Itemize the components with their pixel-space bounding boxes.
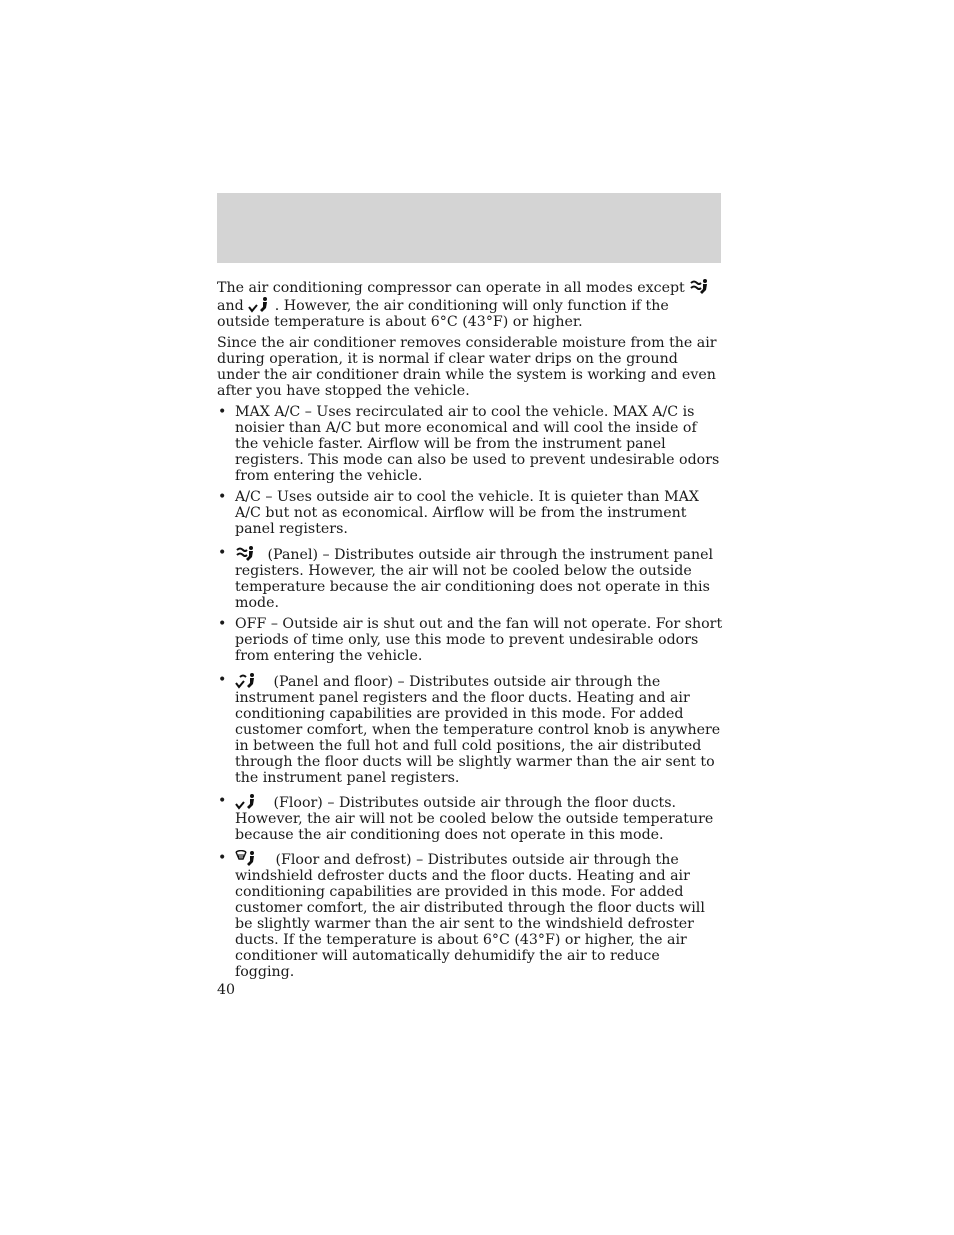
bullet: • — [218, 672, 227, 688]
intro-text-2: . However, the air conditioning will only function if the outside temperature is about 6°C (43°F) or higher. — [217, 298, 669, 330]
floor-vent-icon — [235, 793, 257, 811]
intro-text-1: The air conditioning compressor can operate in all modes except — [217, 280, 685, 296]
intro-paragraph — [217, 278, 723, 330]
list-item-floor — [217, 793, 723, 843]
bullet: • — [218, 616, 227, 632]
panel-floor-vent-icon — [235, 672, 257, 690]
floor-vent-icon — [248, 296, 270, 314]
bullet: • — [218, 850, 227, 866]
section-header-band — [217, 193, 721, 263]
item-text: MAX A/C – Uses recirculated air to cool the vehicle. MAX A/C is noisier than A/C but more economical and will cool the inside of the vehicle faster. Airflow will be from the instrument panel registers. This mode can also be used to prevent undesirable odors from entering the vehicle. — [235, 404, 720, 484]
bullet: • — [218, 489, 227, 505]
panel-vent-icon — [689, 278, 709, 296]
mode-list — [217, 404, 723, 980]
list-item-floor-defrost — [217, 850, 723, 980]
list-item-panel-floor — [217, 672, 723, 786]
bullet: • — [218, 404, 227, 420]
bullet: • — [218, 545, 227, 561]
list-item-panel — [217, 545, 723, 611]
item-text: (Panel) – Distributes outside air through the instrument panel registers. However, the air will not be cooled below the outside temperature because the air conditioning does not operate in this mode. — [235, 547, 714, 611]
item-text: OFF – Outside air is shut out and the fan will not operate. For short periods of time only, use this mode to prevent undesirable odors from entering the vehicle. — [235, 616, 723, 664]
item-text: A/C – Uses outside air to cool the vehicle. It is quieter than MAX A/C but not as economical. Airflow will be from the instrument panel registers. — [235, 489, 699, 537]
item-text: (Floor and defrost) – Distributes outside air through the windshield defroster ducts and the floor ducts. Heating and air conditioning capabilities are provided in this mode. For added customer comfort, the air distributed through the floor ducts will be slightly warmer than the air sent to the windshield defroster ducts. If the temperature is about 6°C (43°F) or higher, the air conditioner will automatically dehumidify the air to reduce fogging. — [235, 852, 705, 980]
floor-defrost-icon — [235, 850, 257, 868]
list-item-off — [217, 616, 723, 664]
moisture-paragraph: Since the air conditioner removes considerable moisture from the air during operation, it is normal if clear water drips on the ground under the air conditioner drain while the system is working and even after you have stopped the vehicle. — [217, 335, 717, 399]
item-text: (Panel and floor) – Distributes outside air through the instrument panel registers and the floor ducts. Heating and air conditioning capabilities are provided in this mode. For added customer comfort, when the temperature control knob is anywhere in between the full hot and full cold positions, the air distributed through the floor ducts will be slightly warmer than the air sent to the instrument panel registers. — [235, 674, 721, 786]
item-text: (Floor) – Distributes outside air through the floor ducts. However, the air will not be cooled below the outside temperature because the air conditioning does not operate in this mode. — [235, 795, 714, 843]
list-item-ac — [217, 489, 723, 537]
panel-vent-icon — [235, 545, 255, 563]
intro-and: and — [217, 298, 244, 314]
list-item-max-ac — [217, 404, 723, 484]
page-number: 40 — [217, 982, 236, 998]
page-content — [217, 278, 723, 980]
bullet: • — [218, 793, 227, 809]
